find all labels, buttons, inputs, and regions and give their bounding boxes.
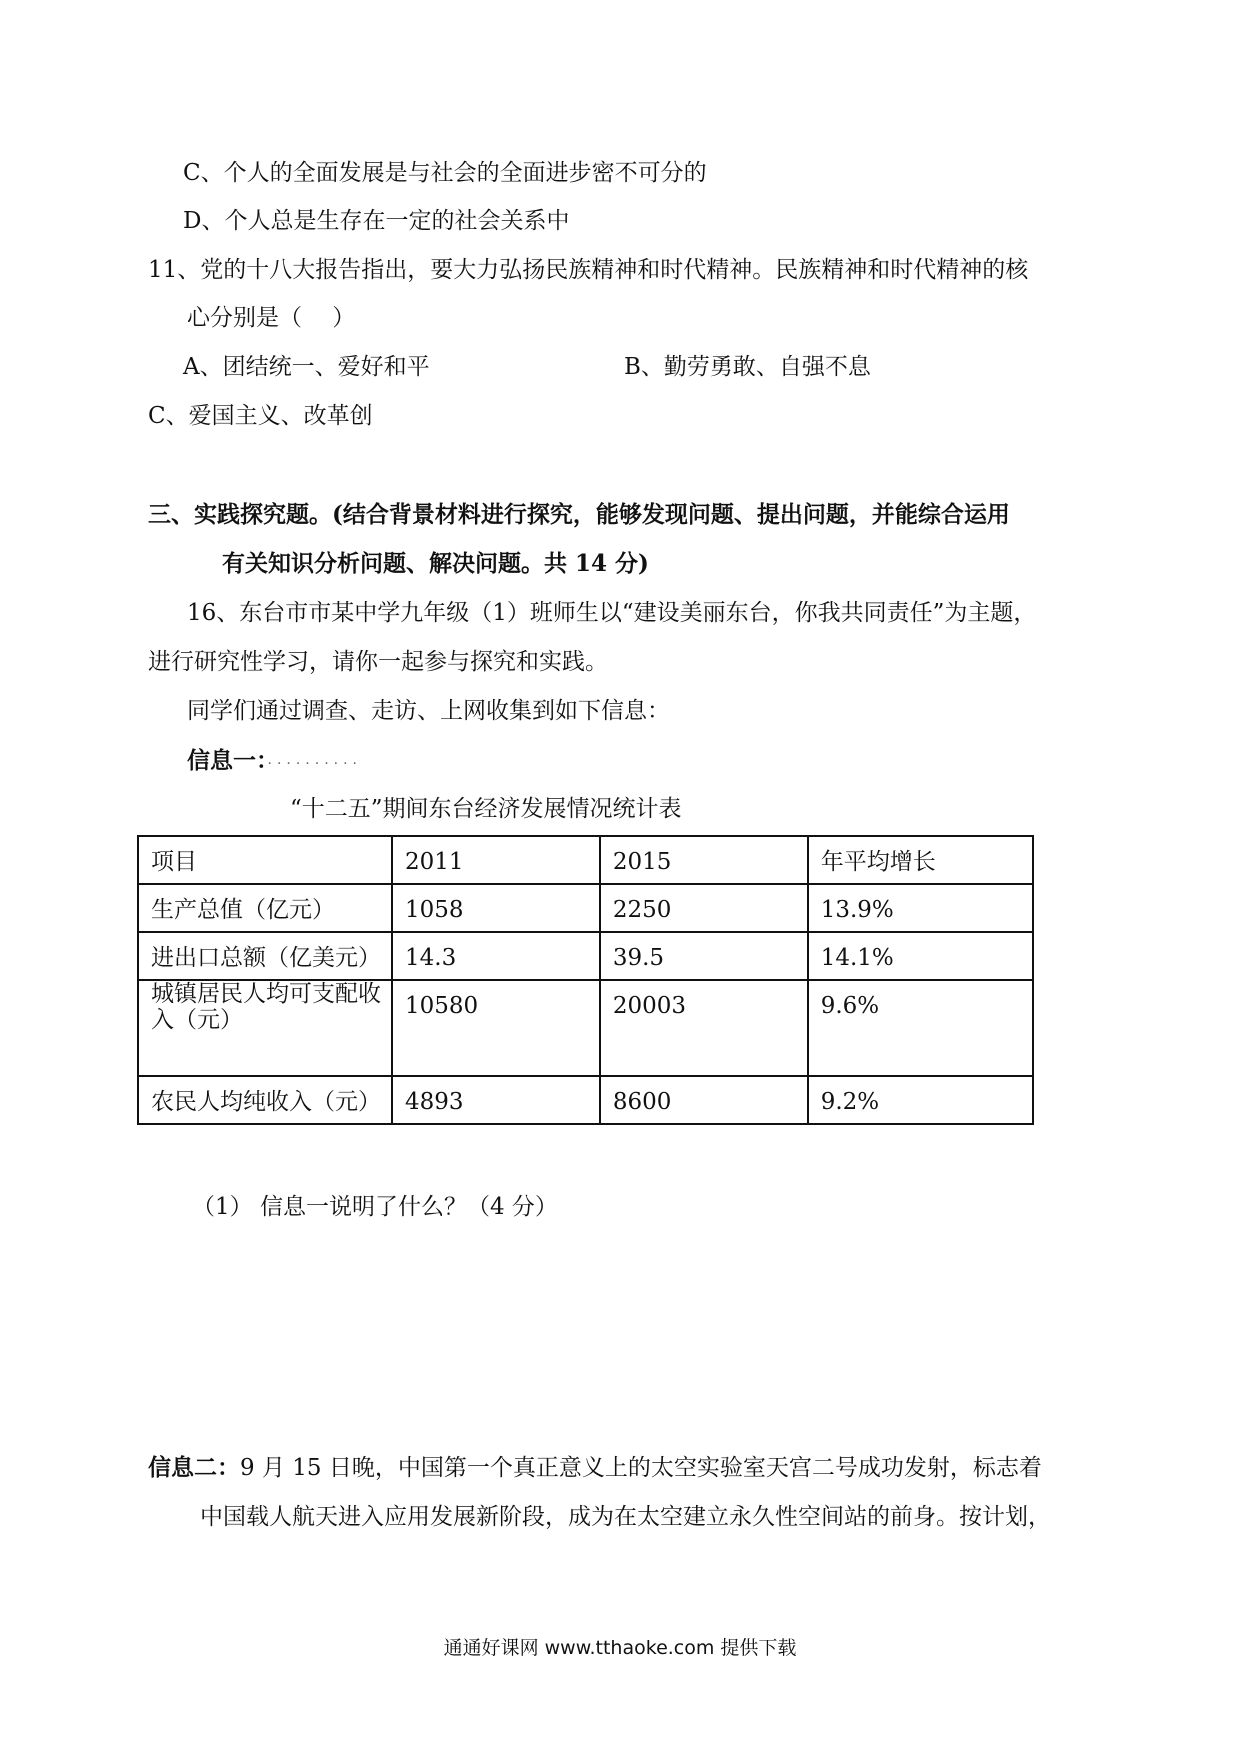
section3-heading-line1: 三、实践探究题。(结合背景材料进行探究，能够发现问题、提出问题，并能综合运用 xyxy=(148,501,1010,528)
table-cell: 13.9% xyxy=(808,884,1033,932)
q10-option-c: C、个人的全面发展是与社会的全面进步密不可分的 xyxy=(183,160,707,186)
table-cell: 14.3 xyxy=(392,932,600,980)
q11-option-b: B、勤劳勇敢、自强不息 xyxy=(624,354,871,380)
q16-intro-line1: 16、东台市市某中学九年级（1）班师生以“建设美丽东台，你我共同责任”为主题， xyxy=(187,600,1037,626)
table-header-cell: 2011 xyxy=(392,836,600,884)
table-row xyxy=(138,932,1033,980)
q11-stem-line2: 心分别是（ ） xyxy=(187,305,356,331)
table-row xyxy=(138,980,1033,1076)
info1-label: 信息一： xyxy=(187,747,268,774)
table-cell: 4893 xyxy=(392,1076,600,1124)
table-cell: 8600 xyxy=(600,1076,808,1124)
q16-sub-question-1: （1） 信息一说明了什么？（4 分） xyxy=(192,1194,558,1220)
table-header-cell: 2015 xyxy=(600,836,808,884)
table-cell: 10580 xyxy=(392,980,600,1076)
info1-emphasis-dots: ·········· xyxy=(267,756,363,772)
info2-line2: 中国载人航天进入应用发展新阶段，成为在太空建立永久性空间站的前身。按计划， xyxy=(200,1504,1051,1530)
q10-option-d: D、个人总是生存在一定的社会关系中 xyxy=(183,208,570,234)
table-cell: 生产总值（亿元） xyxy=(138,884,392,932)
table-cell: 城镇居民人均可支配收入（元） xyxy=(138,980,392,1076)
info1-line xyxy=(187,746,362,779)
economic-stats-table xyxy=(137,835,1034,1125)
table-cell: 2250 xyxy=(600,884,808,932)
table-header-row xyxy=(138,836,1033,884)
table-title: “十二五”期间东台经济发展情况统计表 xyxy=(290,796,682,822)
table-cell: 9.6% xyxy=(808,980,1033,1076)
table-cell: 农民人均纯收入（元） xyxy=(138,1076,392,1124)
q16-intro-line2: 进行研究性学习，请你一起参与探究和实践。 xyxy=(148,649,608,675)
section3-heading-line2: 有关知识分析问题、解决问题。共 14 分) xyxy=(222,550,649,577)
table-cell: 14.1% xyxy=(808,932,1033,980)
info2-line1 xyxy=(148,1453,1042,1483)
info2-label: 信息二： xyxy=(148,1454,240,1481)
table-cell: 20003 xyxy=(600,980,808,1076)
table-header-cell: 年平均增长 xyxy=(808,836,1033,884)
table-cell: 1058 xyxy=(392,884,600,932)
page-footer: 通通好课网 www.tthaoke.com 提供下载 xyxy=(443,1637,797,1659)
q16-collect: 同学们通过调查、走访、上网收集到如下信息： xyxy=(187,698,670,724)
q11-option-c: C、爱国主义、改革创 xyxy=(148,403,373,429)
info2-text-1: 9 月 15 日晚，中国第一个真正意义上的太空实验室天宫二号成功发射，标志着 xyxy=(240,1455,1042,1481)
q11-option-a: A、团结统一、爱好和平 xyxy=(183,354,430,380)
q11-stem-line1: 11、党的十八大报告指出，要大力弘扬民族精神和时代精神。民族精神和时代精神的核 xyxy=(148,257,1029,283)
table-cell: 9.2% xyxy=(808,1076,1033,1124)
table-header-cell: 项目 xyxy=(138,836,392,884)
table-row xyxy=(138,884,1033,932)
table-cell: 进出口总额（亿美元） xyxy=(138,932,392,980)
table-cell: 39.5 xyxy=(600,932,808,980)
table-row xyxy=(138,1076,1033,1124)
